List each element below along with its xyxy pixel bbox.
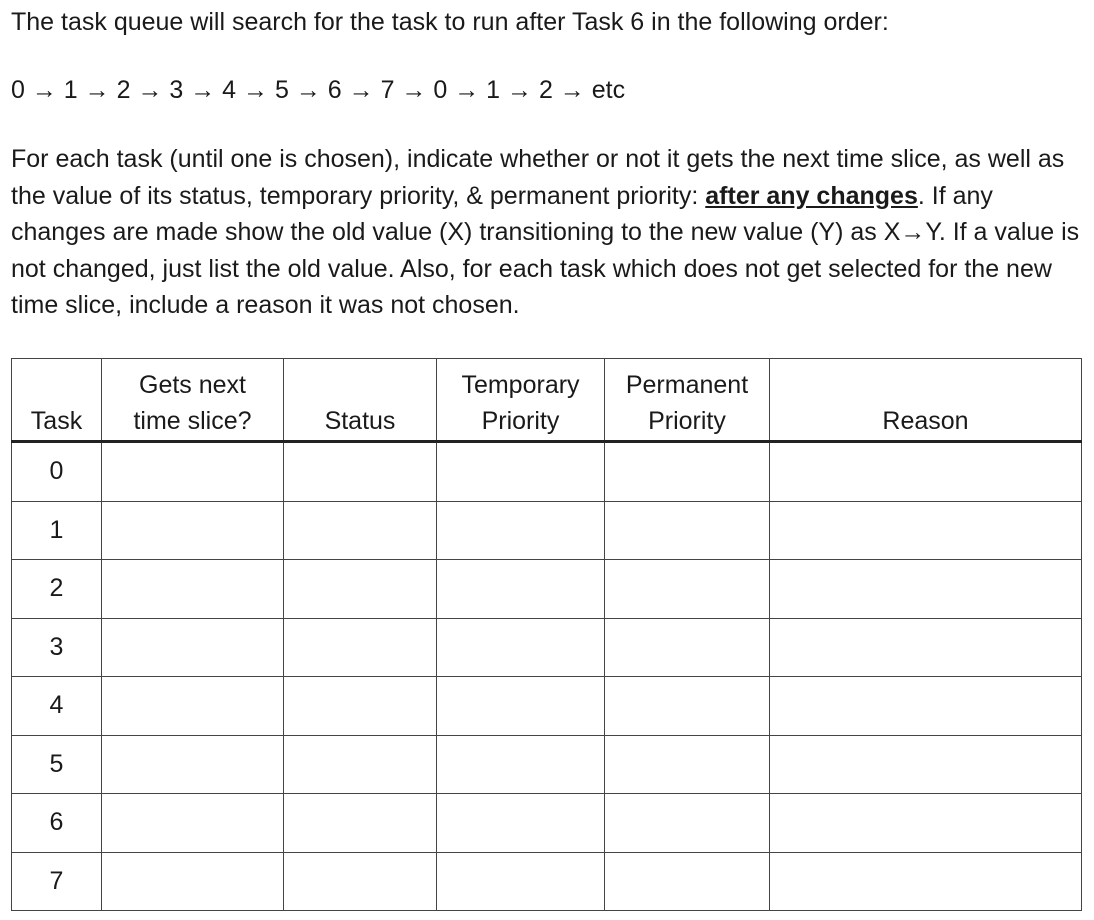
task-id-cell: 1 (12, 501, 102, 560)
table-row (12, 501, 1082, 560)
header-gets-next-line1: Gets next (139, 371, 246, 399)
header-task-label: Task (30, 407, 83, 435)
header-temporary-priority (437, 359, 605, 442)
table-header-row (12, 359, 1082, 442)
temporary-priority-cell[interactable] (437, 442, 605, 502)
status-cell[interactable] (284, 501, 437, 560)
gets-next-cell[interactable] (102, 501, 284, 560)
header-temp-line1: Temporary (461, 371, 580, 399)
task-id-cell: 4 (12, 677, 102, 736)
reason-cell[interactable] (770, 677, 1082, 736)
task-id-cell: 2 (12, 560, 102, 619)
permanent-priority-cell[interactable] (605, 677, 770, 736)
temporary-priority-cell[interactable] (437, 735, 605, 794)
permanent-priority-cell[interactable] (605, 735, 770, 794)
intro-line: The task queue will search for the task to run after Task 6 in the following order: (11, 8, 889, 36)
task-table (11, 358, 1082, 911)
gets-next-cell[interactable] (102, 442, 284, 502)
status-cell[interactable] (284, 735, 437, 794)
table-row (12, 560, 1082, 619)
instructions-part-2: . If any changes are made show the old value (X) transitioning to the new value (Y) as X→Y. If a value is not changed, just list the old value. Also, for each task which does not get selected for the new time slice, include a reason it was not chosen. (11, 181, 1080, 319)
gets-next-cell[interactable] (102, 677, 284, 736)
task-id-cell: 3 (12, 618, 102, 677)
task-id-cell: 7 (12, 852, 102, 911)
temporary-priority-cell[interactable] (437, 677, 605, 736)
status-cell[interactable] (284, 677, 437, 736)
header-reason (770, 359, 1082, 442)
header-gets-next-time-slice (102, 359, 284, 442)
gets-next-cell[interactable] (102, 852, 284, 911)
reason-cell[interactable] (770, 501, 1082, 560)
header-perm-line1: Permanent (625, 371, 749, 399)
gets-next-cell[interactable] (102, 618, 284, 677)
header-reason-label: Reason (882, 407, 969, 435)
status-cell[interactable] (284, 618, 437, 677)
temporary-priority-cell[interactable] (437, 794, 605, 853)
gets-next-cell[interactable] (102, 735, 284, 794)
task-id-cell: 5 (12, 735, 102, 794)
gets-next-cell[interactable] (102, 560, 284, 619)
reason-cell[interactable] (770, 618, 1082, 677)
table-row (12, 735, 1082, 794)
permanent-priority-cell[interactable] (605, 794, 770, 853)
reason-cell[interactable] (770, 794, 1082, 853)
header-permanent-priority (605, 359, 770, 442)
status-cell[interactable] (284, 442, 437, 502)
header-status-label: Status (324, 407, 396, 435)
search-order-sequence: 0 → 1 → 2 → 3 → 4 → 5 → 6 → 7 → 0 → 1 → 2 → etc (11, 76, 626, 104)
permanent-priority-cell[interactable] (605, 618, 770, 677)
reason-cell[interactable] (770, 442, 1082, 502)
status-cell[interactable] (284, 794, 437, 853)
status-cell[interactable] (284, 852, 437, 911)
permanent-priority-cell[interactable] (605, 501, 770, 560)
header-temp-line2: Priority (481, 407, 560, 435)
permanent-priority-cell[interactable] (605, 560, 770, 619)
table-row (12, 442, 1082, 502)
header-task (12, 359, 102, 442)
permanent-priority-cell[interactable] (605, 852, 770, 911)
table-row (12, 794, 1082, 853)
header-perm-line2: Priority (648, 407, 726, 435)
temporary-priority-cell[interactable] (437, 618, 605, 677)
header-status (284, 359, 437, 442)
reason-cell[interactable] (770, 560, 1082, 619)
instructions-part-1: For each task (until one is chosen), indicate whether or not it gets the next time slice, as well as the value of its status, temporary priority, & permanent priority: (11, 145, 1065, 210)
temporary-priority-cell[interactable] (437, 501, 605, 560)
task-id-cell: 6 (12, 794, 102, 853)
instructions-emphasis: after any changes (705, 181, 918, 210)
table-row (12, 677, 1082, 736)
gets-next-cell[interactable] (102, 794, 284, 853)
reason-cell[interactable] (770, 735, 1082, 794)
permanent-priority-cell[interactable] (605, 442, 770, 502)
header-gets-next-line2: time slice? (133, 407, 252, 435)
temporary-priority-cell[interactable] (437, 852, 605, 911)
status-cell[interactable] (284, 560, 437, 619)
reason-cell[interactable] (770, 852, 1082, 911)
temporary-priority-cell[interactable] (437, 560, 605, 619)
table-row (12, 618, 1082, 677)
task-id-cell: 0 (12, 442, 102, 502)
table-row (12, 852, 1082, 911)
instructions-paragraph (11, 141, 1083, 324)
